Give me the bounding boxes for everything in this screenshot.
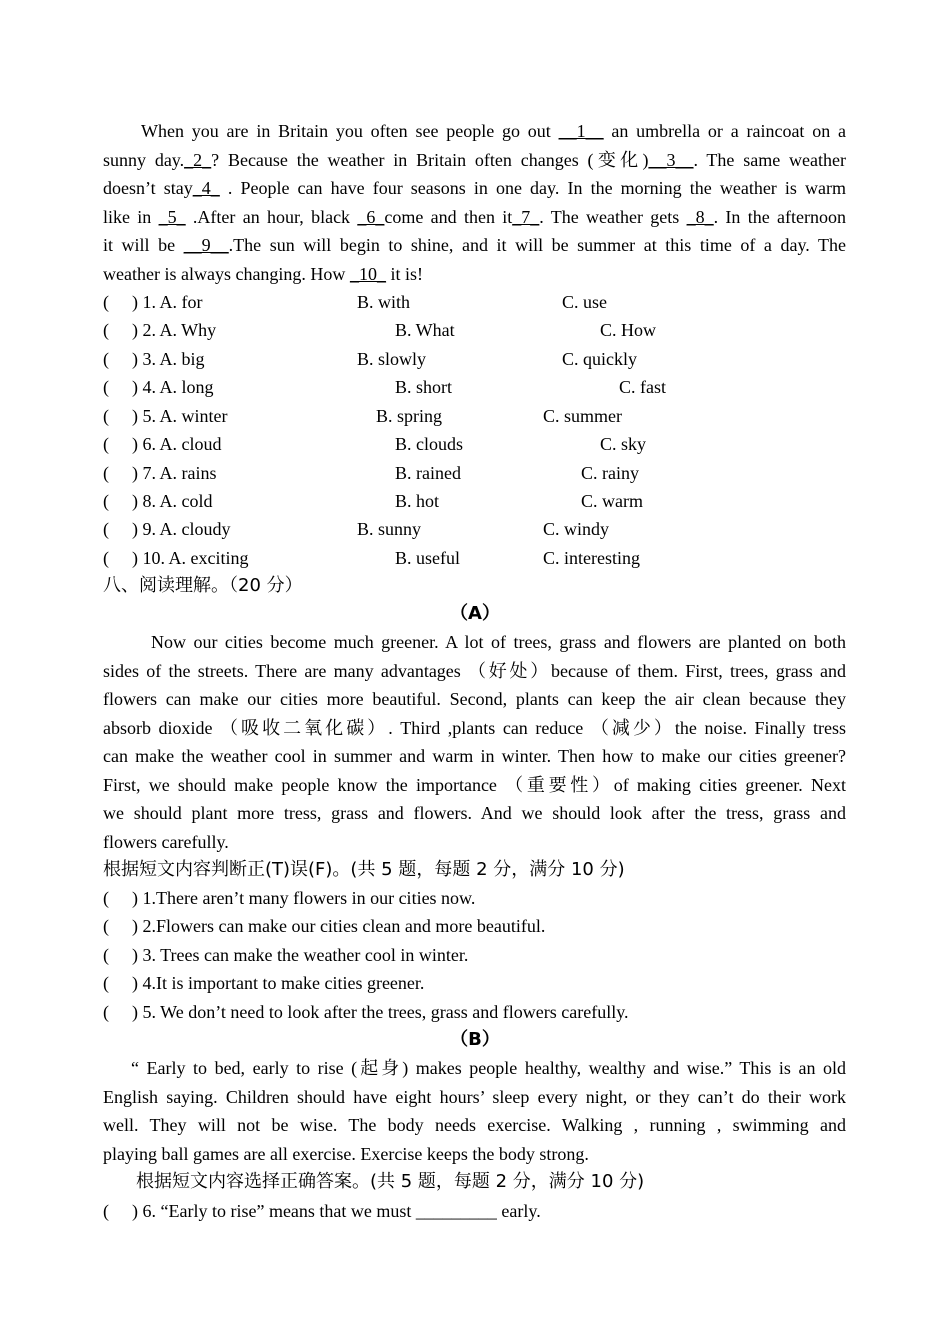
passage-line: can make the weather cool in summer and warm in winter. Then how to make our cities greener? bbox=[103, 746, 846, 766]
blank-1: __1__ bbox=[558, 121, 604, 141]
passage-line: sides of the streets. There are many advantages （好处）because of them. First, trees, grass and bbox=[103, 660, 846, 681]
passage-line: well. They will not be wise. The body needs exercise. Walking , running , swimming and bbox=[103, 1115, 846, 1135]
passage-line: “ Early to bed, early to rise (起身) makes people healthy, wealthy and wise.” This is an old bbox=[131, 1058, 846, 1078]
passage-line: absorb dioxide （吸收二氧化碳）. Third ,plants can reduce （减少）the noise. Finally tress bbox=[103, 717, 846, 738]
instruction-true-false: 根据短文内容判断正(T)误(F)。(共 5 题，每题 2 分，满分 10 分) bbox=[103, 859, 625, 880]
passage-line: English saying. Children should have eight hours’ sleep every night, or they can’t do their work bbox=[103, 1086, 846, 1107]
part-b-label: （B） bbox=[450, 1029, 500, 1050]
blank-2: _2_ bbox=[184, 149, 212, 170]
part-a-label: （A） bbox=[450, 603, 500, 624]
blank-8: _8_ bbox=[686, 206, 714, 227]
reading-passage-b bbox=[103, 1054, 846, 1168]
cloze-passage bbox=[103, 117, 846, 288]
blank-10: _10_ bbox=[349, 263, 386, 284]
blank-9: __9__ bbox=[183, 235, 229, 255]
passage-line: weather is always changing. How _10_ it is! bbox=[103, 263, 423, 284]
document-page: When you are in Britain you often see people go out __1__ an umbrella or a raincoat on a sunny day._2_? Because the weather in Britain often changes (变化)__3__. The same weather doesn’t stay_4_ . People can have four seasons in one day. In the morning the weather is warm like in _5_ .After an hour, black _6_come and then it_7_. The weather gets _8_. In the afternoon it will be __9__.The sun will begin to shine, and it will be summer at this time of a day. The weather is always changing. How _10_ it is! ( ) 1. A. for B. with C. use ( ) 2. A. Why B. What C. How ( ) 3. A. big B. slowly C. quickly ( ) 4. A. long B. short C. fast ( ) 5. A. winter B. spring C. summer ( ) 6. A. cloud B. clouds C. sky ( ) 7. A. rains B. rained C. rainy ( ) 8. A. cold B. hot C. warm ( ) 9. A. cloudy B. sunny C. windy ( ) 10. A. exciting B. useful C. interesting 八、阅读理解。（20 分） （A） Now our cities become much greener. A lot of trees, grass and flowers are planted on both sides of the streets. There are many advantages （好处）because of them. First, trees, grass and flowers can make our cities more beautiful. Second, plants can keep the air clean because they absorb dioxide （吸收二氧化碳）. Third ,plants can reduce （减少）the noise. Finally tress can make the weather cool in summer and warm in winter. Then how to make our cities greener? First, we should make people know the importance （重要性）of making cities greener. Next we should plant more tress, grass and flowers. And we should look after the tress, grass and flowers carefully. 根据短文内容判断正(T)误(F)。(共 5 题，每题 2 分，满分 10 分) ( ) 1.There aren’t many flowers in our cities now. ( ) 2.Flowers can make our cities clean and more beautiful. ( ) 3. Trees can make the weather cool in winter. ( ) 4.It is important to make cities greener. ( ) 5. We don’t need to look after the trees, grass and flowers carefully. （B） “ Early to bed, early to rise (起身) makes people healthy, wealthy and wise.” This is an old English saying. Children should have eight hours’ sleep every night, or they can’t do their work well. They will not be wise. The body needs exercise. Walking , running , swimming and playing ball games are all exercise. Exercise keeps the body strong. 根据短文内容选择正确答案。(共 5 题，每题 2 分，满分 10 分) ( ) 6. “Early to rise” means that we must _________ early. bbox=[0, 0, 950, 1342]
passage-line: it will be __9__.The sun will begin to shine, and it will be summer at this time of a day. The bbox=[103, 235, 847, 255]
passage-line: sunny day._2_? Because the weather in Britain often changes (变化)__3__. The same weather bbox=[103, 149, 846, 170]
passage-line: Now our cities become much greener. A lot of trees, grass and flowers are planted on both bbox=[151, 632, 846, 652]
instruction-multiple-choice: 根据短文内容选择正确答案。(共 5 题，每题 2 分，满分 10 分) bbox=[136, 1171, 645, 1192]
passage-line: First, we should make people know the importance （重要性）of making cities greener. Next bbox=[103, 774, 846, 795]
blank-3: __3__ bbox=[648, 149, 694, 170]
section-heading: 八、阅读理解。（20 分） bbox=[103, 575, 303, 596]
passage-line: we should plant more tress, grass and flowers. And we should look after the tress, grass and bbox=[103, 803, 846, 823]
passage-line: When you are in Britain you often see people go out __1__ an umbrella or a raincoat on a bbox=[141, 121, 846, 141]
reading-passage-a bbox=[103, 628, 846, 856]
blank-7: _7_ bbox=[512, 206, 540, 227]
passage-line: doesn’t stay_4_ . People can have four seasons in one day. In the morning the weather is warm bbox=[103, 178, 846, 198]
passage-line: playing ball games are all exercise. Exercise keeps the body strong. bbox=[103, 1143, 589, 1164]
passage-line: flowers carefully. bbox=[103, 831, 229, 852]
passage-line: flowers can make our cities more beautiful. Second, plants can keep the air clean because they bbox=[103, 689, 846, 709]
passage-line: like in _5_ .After an hour, black _6_come and then it_7_. The weather gets _8_. In the afternoon bbox=[103, 206, 846, 227]
blank-6: _6_ bbox=[357, 206, 385, 227]
blank-5: _5_ bbox=[158, 206, 186, 227]
blank-4: _4_ bbox=[192, 178, 220, 198]
